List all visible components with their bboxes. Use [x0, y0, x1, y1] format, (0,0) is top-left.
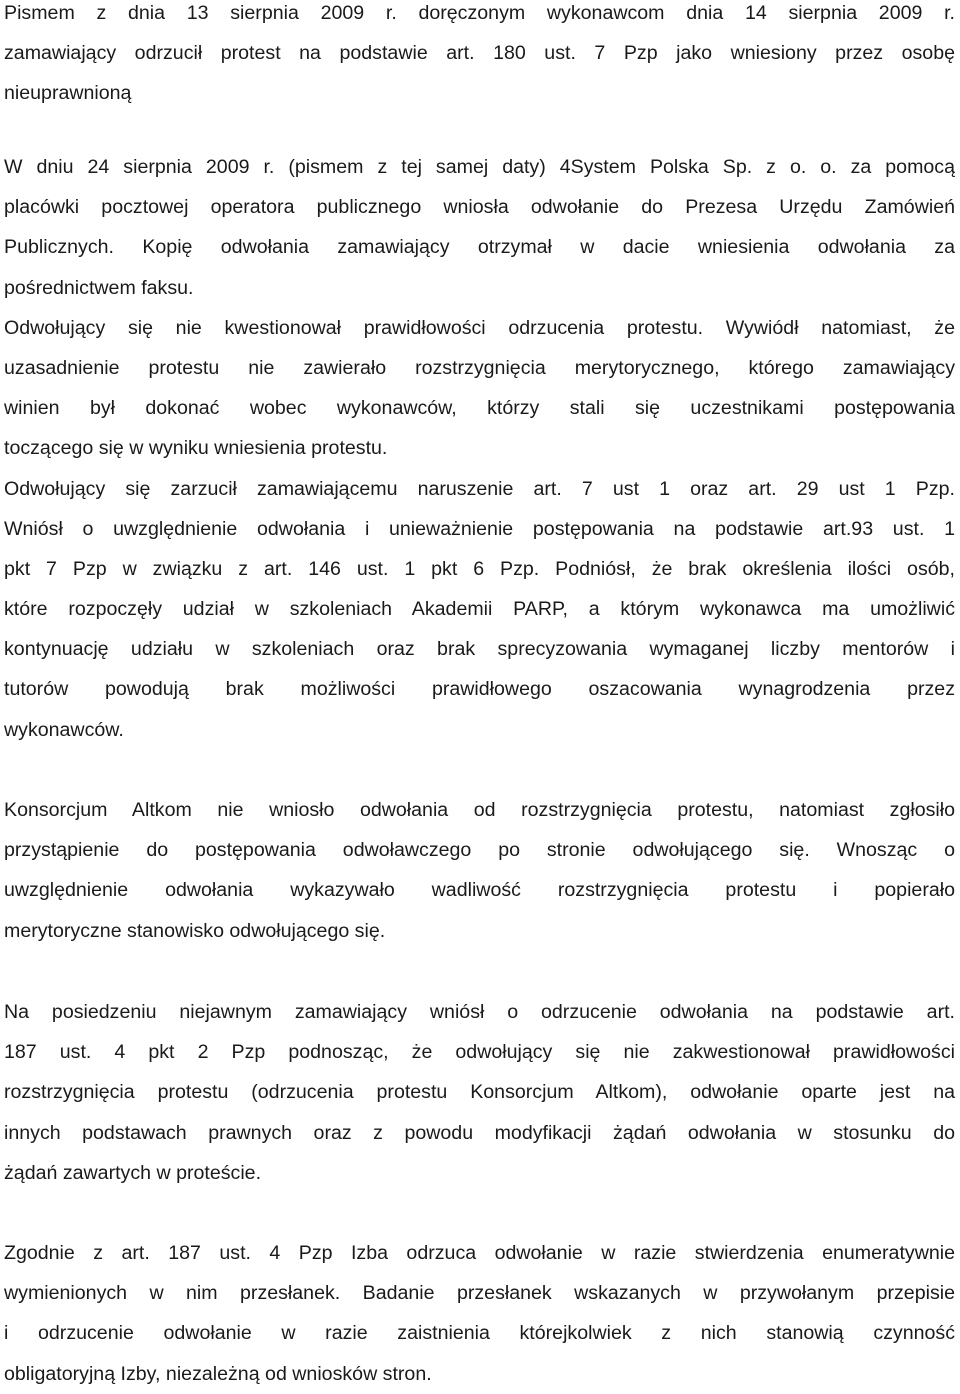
text-line: placówki pocztowej operatora publicznego wniosła odwołanie do Prezesa Urzędu Zamówień	[4, 196, 955, 219]
text-line: Pismem z dnia 13 sierpnia 2009 r. doręczonym wykonawcom dnia 14 sierpnia 2009 r.	[4, 2, 955, 24]
text-line: Konsorcjum Altkom nie wniosło odwołania od rozstrzygnięcia protestu, natomiast zgłosiło	[4, 799, 955, 821]
paragraph-closed-session	[4, 992, 955, 1193]
paragraph-appeal	[4, 147, 955, 750]
text-line: Publicznych. Kopię odwołania zamawiający otrzymał w dacie wniesienia odwołania za	[4, 236, 955, 259]
text-line: żądań zawartych w proteście.	[4, 1161, 262, 1184]
text-line: W dniu 24 sierpnia 2009 r. (pismem z tej samej daty) 4System Polska Sp. z o. o. za pomocą	[4, 156, 955, 178]
text-line: winien był dokonać wobec wykonawców, którzy stali się uczestnikami postępowania	[4, 397, 955, 420]
text-line: pkt 7 Pzp w związku z art. 146 ust. 1 pkt 6 Pzp. Podniósł, że brak określenia ilości osób,	[4, 557, 955, 580]
text-line: i odrzucenie odwołanie w razie zaistnienia którejkolwiek z nich stanowią czynność	[4, 1322, 955, 1345]
text-line: zamawiający odrzucił protest na podstawie art. 180 ust. 7 Pzp jako wniesiony przez osobę	[4, 42, 955, 65]
text-line: kontynuację udziału w szkoleniach oraz brak sprecyzowania wymaganej liczby mentorów i	[4, 638, 955, 661]
text-line: Odwołujący się nie kwestionował prawidłowości odrzucenia protestu. Wywiódł natomiast, że	[4, 316, 955, 339]
text-line: tutorów powodują brak możliwości prawidłowego oszacowania wynagrodzenia przez	[4, 678, 955, 701]
text-line: przystąpienie do postępowania odwoławczego po stronie odwołującego się. Wnosząc o	[4, 839, 955, 862]
paragraph-protest-rejection	[4, 0, 955, 114]
text-line: obligatoryjną Izby, niezależną od wniosków stron.	[4, 1362, 432, 1385]
text-line: nieuprawnioną	[4, 82, 132, 105]
text-line: uwzględnienie odwołania wykazywało wadliwość rozstrzygnięcia protestu i popierało	[4, 879, 955, 902]
paragraph-consortium	[4, 790, 955, 951]
text-line: Zgodnie z art. 187 ust. 4 Pzp Izba odrzuca odwołanie w razie stwierdzenia enumeratywnie	[4, 1242, 955, 1264]
text-line: Wniósł o uwzględnienie odwołania i unieważnienie postępowania na podstawie art.93 ust. 1	[4, 517, 955, 540]
text-line: które rozpoczęły udział w szkoleniach Akademii PARP, a którym wykonawca ma umożliwić	[4, 598, 955, 621]
text-line: toczącego się w wyniku wniesienia protestu.	[4, 437, 388, 460]
text-line: Na posiedzeniu niejawnym zamawiający wniósł o odrzucenie odwołania na podstawie art.	[4, 1001, 955, 1023]
text-line: rozstrzygnięcia protestu (odrzucenia protestu Konsorcjum Altkom), odwołanie oparte jest na	[4, 1081, 955, 1104]
text-line: wykonawców.	[4, 718, 124, 741]
text-line: wymienionych w nim przesłanek. Badanie przesłanek wskazanych w przywołanym przepisie	[4, 1282, 955, 1305]
text-line: Odwołujący się zarzucił zamawiającemu naruszenie art. 7 ust 1 oraz art. 29 ust 1 Pzp.	[4, 477, 955, 500]
text-line: uzasadnienie protestu nie zawierało rozstrzygnięcia merytorycznego, którego zamawiający	[4, 356, 955, 379]
text-line: pośrednictwem faksu.	[4, 276, 194, 299]
text-line: innych podstawach prawnych oraz z powodu modyfikacji żądań odwołania w stosunku do	[4, 1121, 955, 1144]
text-line: 187 ust. 4 pkt 2 Pzp podnosząc, że odwołujący się nie zakwestionował prawidłowości	[4, 1041, 955, 1064]
text-line: merytoryczne stanowisko odwołującego się.	[4, 919, 386, 942]
paragraph-chamber-ruling	[4, 1233, 955, 1394]
